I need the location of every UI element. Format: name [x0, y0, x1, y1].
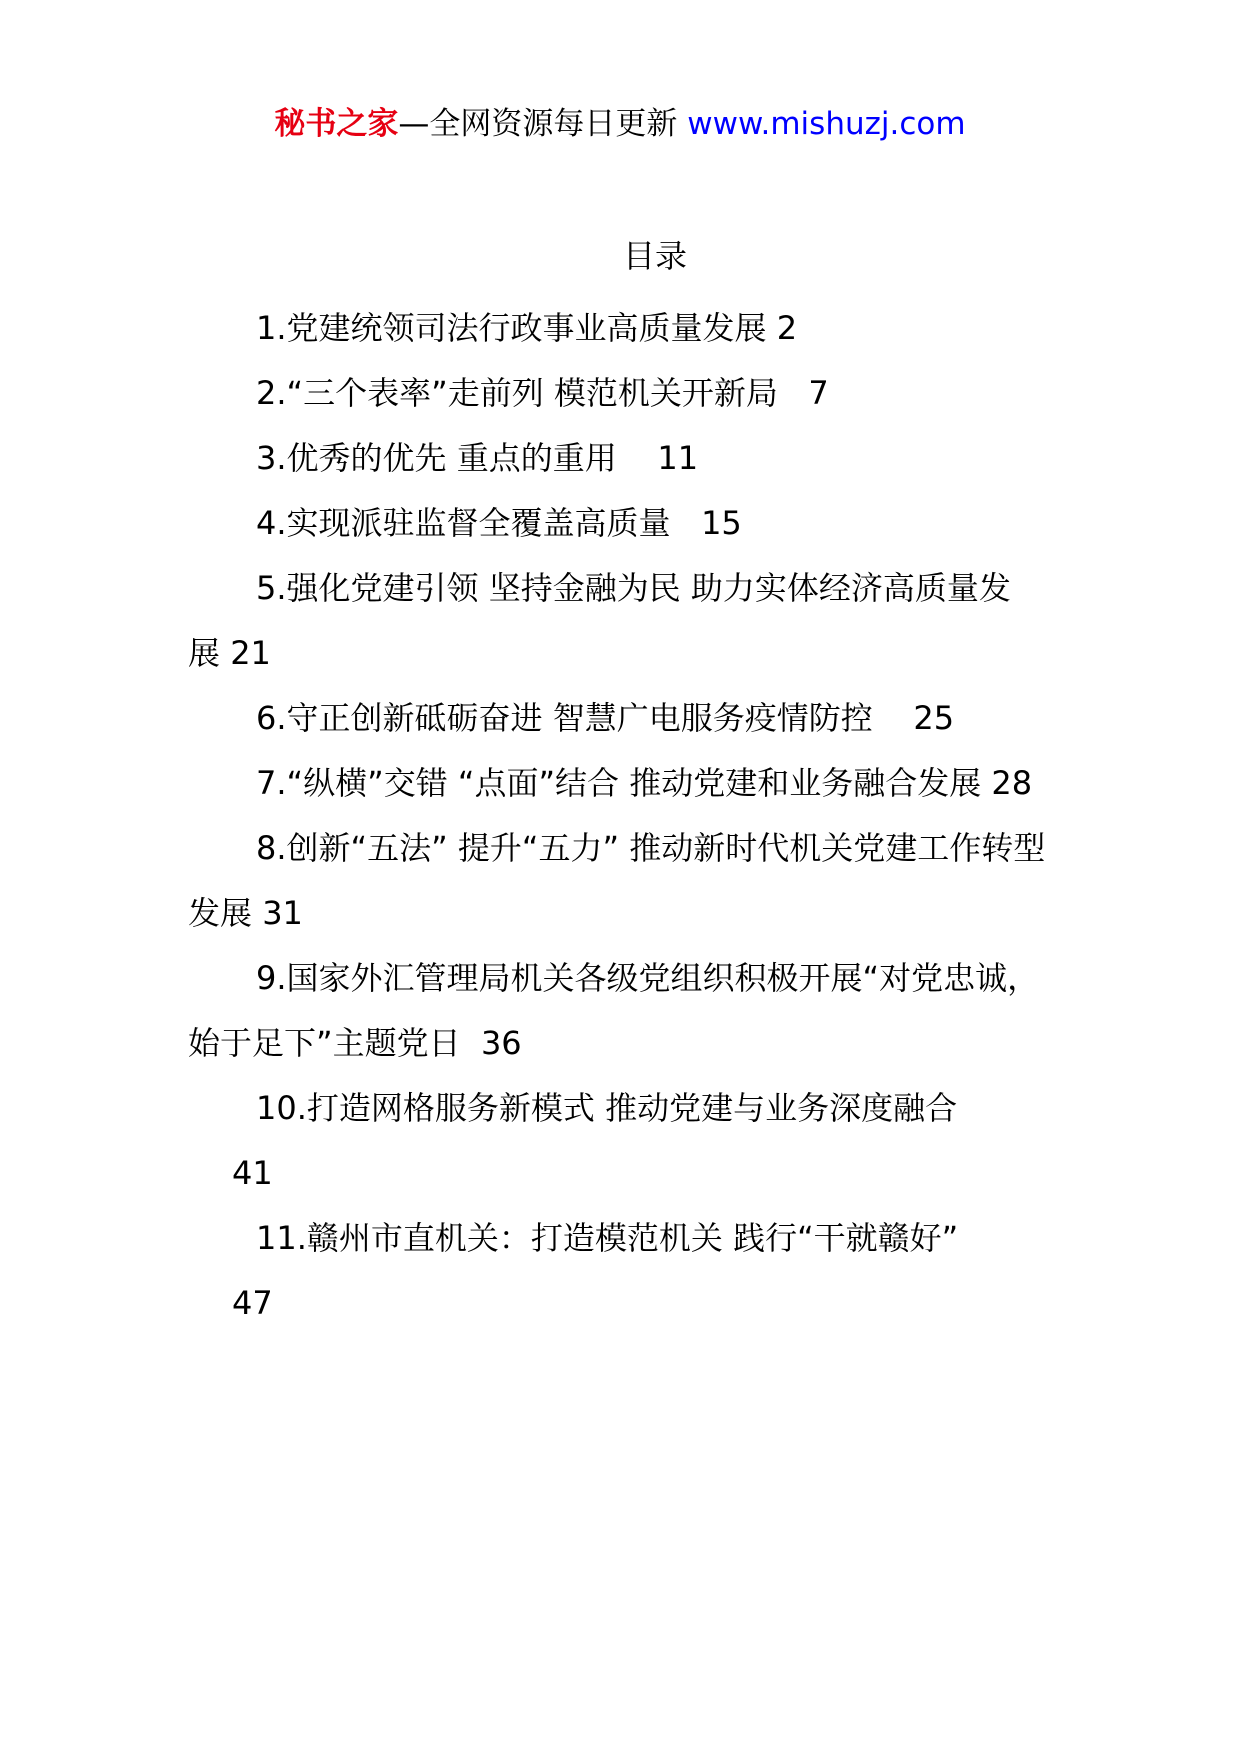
toc-entry-text: 4.实现派驻监督全覆盖高质量	[256, 504, 671, 542]
toc-entry-10[interactable]	[188, 1076, 1060, 1206]
toc-title: 目录	[622, 237, 687, 275]
toc-entry-page: 36	[460, 1024, 522, 1062]
toc-entry-1[interactable]	[188, 296, 1060, 361]
brand-name: 秘书之家	[274, 106, 399, 142]
toc-entry-text: 2.“三个表率”走前列 模范机关开新局	[256, 374, 778, 412]
toc-entry-text: 9.国家外汇管理局机关各级党组织积极开展“对党忠诚，始于足下”主题党日	[188, 959, 1040, 1062]
toc-entry-text: 7.“纵横”交错 “点面”结合 推动党建和业务融合发展	[256, 764, 982, 802]
toc-entry-text: 1.党建统领司法行政事业高质量发展	[256, 309, 767, 347]
toc-entry-text: 6.守正创新砥砺奋进 智慧广电服务疫情防控	[256, 699, 873, 737]
toc-entry-page: 11	[616, 439, 699, 477]
toc-entry-9[interactable]	[188, 946, 1060, 1076]
header-tagline: —全网资源每日更新	[398, 106, 688, 142]
site-header	[0, 100, 1240, 148]
toc-entry-page: 21	[220, 634, 271, 672]
toc-entry-page: 28	[981, 764, 1033, 802]
toc-entry-page: 2	[766, 309, 798, 347]
site-url-link[interactable]: www.mishuzj.com	[687, 106, 966, 142]
toc-entry-page: 7	[777, 374, 829, 412]
toc-entry-text: 5.强化党建引领 坚持金融为民 助力实体经济高质量发展	[188, 569, 1011, 672]
toc-entry-3[interactable]	[188, 426, 1060, 491]
toc-entry-6[interactable]	[188, 686, 1060, 751]
toc-entry-text: 3.优秀的优先 重点的重用	[256, 439, 617, 477]
toc-entry-8[interactable]	[188, 816, 1060, 946]
toc-entry-text: 8.创新“五法” 提升“五力” 推动新时代机关党建工作转型发展	[188, 829, 1046, 932]
toc-entry-page: 25	[872, 699, 955, 737]
toc-entry-2[interactable]	[188, 361, 1060, 426]
toc-entry-page: 31	[252, 894, 303, 932]
toc-entry-page: 47	[232, 1284, 273, 1322]
toc-entry-text: 11.赣州市直机关：打造模范机关 践行“干就赣好”	[256, 1219, 959, 1257]
toc-entry-page: 41	[232, 1154, 273, 1192]
toc-entry-11[interactable]	[188, 1206, 1060, 1336]
toc-entry-4[interactable]	[188, 491, 1060, 556]
toc-entry-text: 10.打造网格服务新模式 推动党建与业务深度融合	[256, 1089, 958, 1127]
toc-entry-7[interactable]	[188, 751, 1060, 816]
table-of-contents	[188, 296, 1060, 1336]
toc-entry-5[interactable]	[188, 556, 1060, 686]
toc-entry-page: 15	[670, 504, 742, 542]
